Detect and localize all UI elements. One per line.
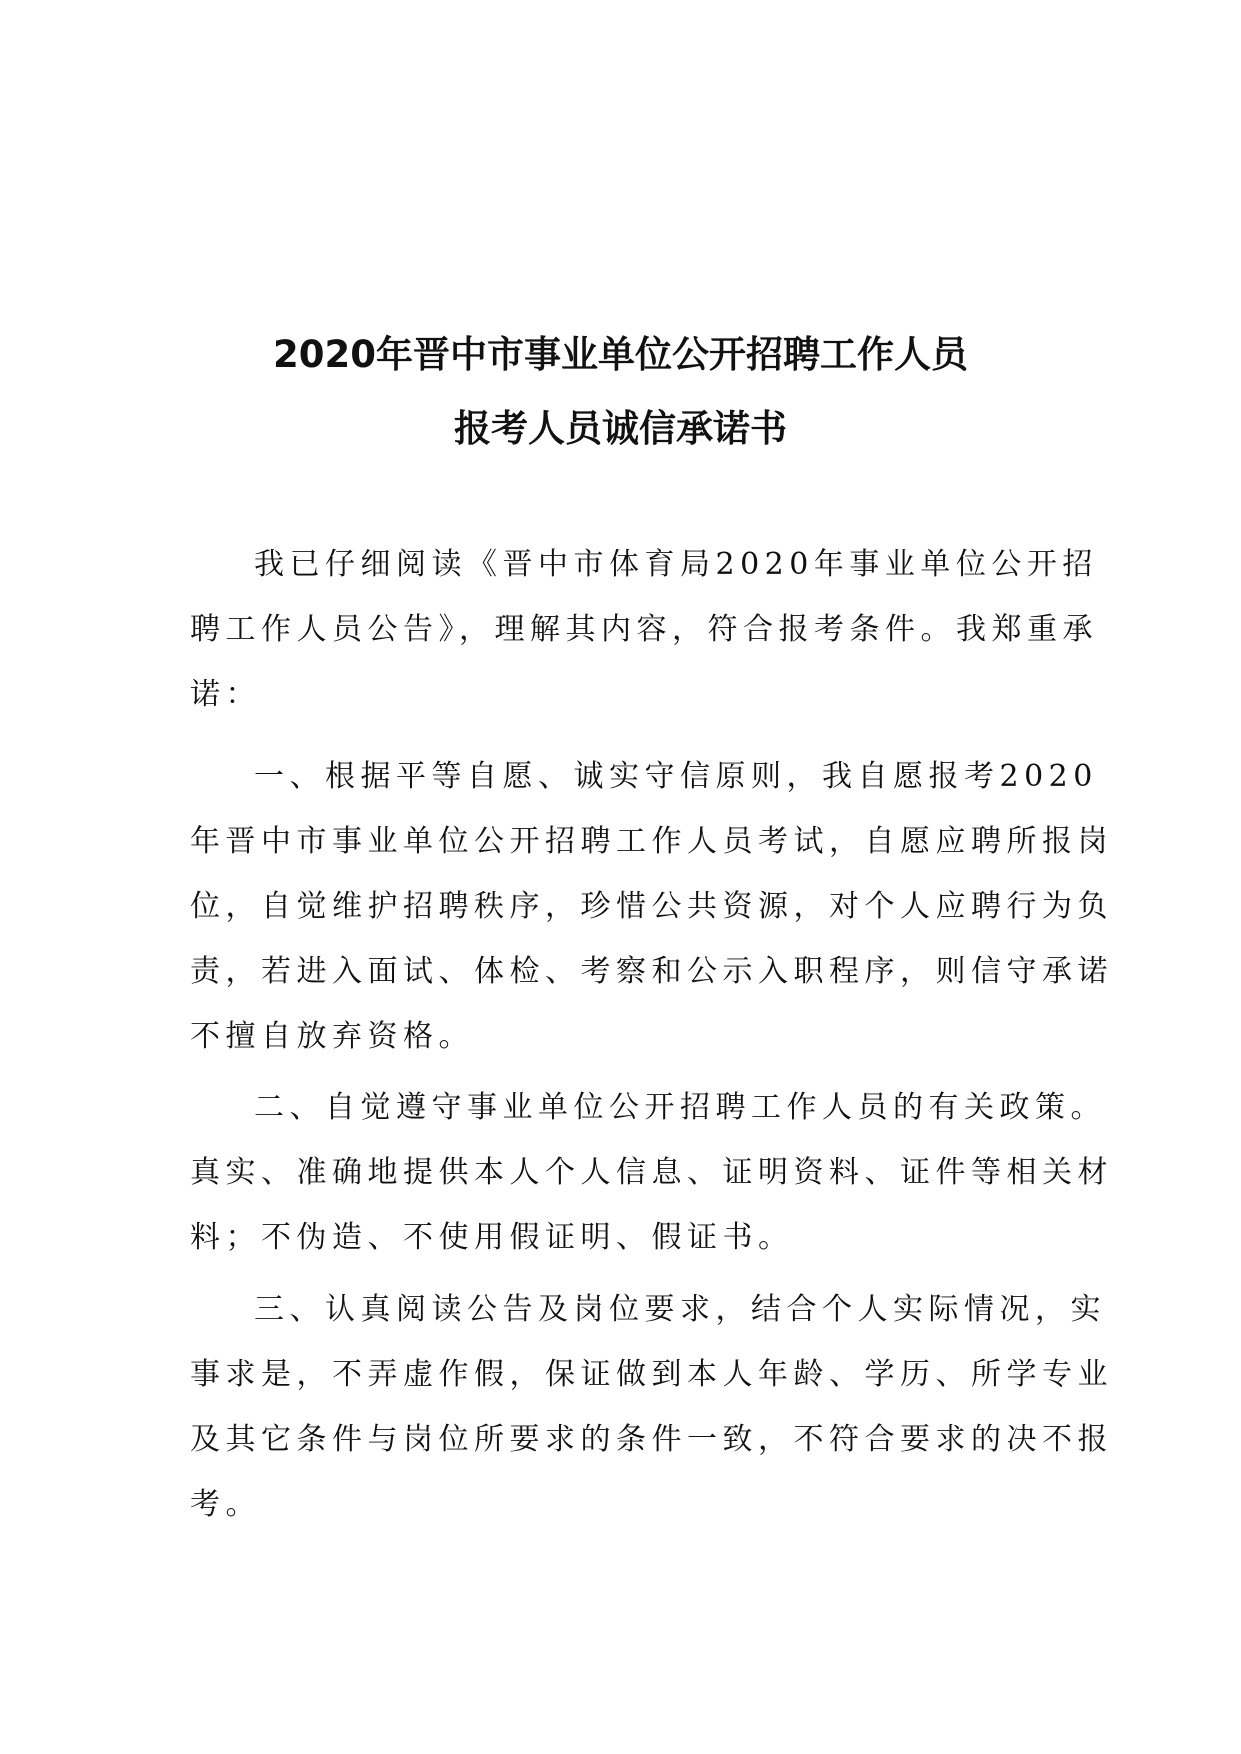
document-title-line-2: 报考人员诚信承诺书 (454, 407, 787, 450)
paragraph-line: 及其它条件与岗位所要求的条件一致，不符合要求的决不报 (190, 1422, 1113, 1457)
paragraph-item-1 (190, 744, 1113, 1069)
paragraph-line: 真实、准确地提供本人个人信息、证明资料、证件等相关材 (190, 1155, 1113, 1190)
document-title-line-1: 2020年晋中市事业单位公开招聘工作人员 (273, 333, 968, 376)
paragraph-line: 料；不伪造、不使用假证明、假证书。 (190, 1220, 794, 1255)
paragraph-line: 事求是，不弄虚作假，保证做到本人年龄、学历、所学专业 (190, 1357, 1113, 1392)
paragraph-line: 不擅自放弃资格。 (190, 1019, 474, 1054)
paragraph-intro (190, 532, 1098, 727)
paragraph-line: 年晋中市事业单位公开招聘工作人员考试，自愿应聘所报岗 (190, 824, 1113, 859)
paragraph-line: 位，自觉维护招聘秩序，珍惜公共资源，对个人应聘行为负 (190, 889, 1113, 924)
paragraph-item-2 (190, 1075, 1113, 1270)
paragraph-line: 三、认真阅读公告及岗位要求，结合个人实际情况，实 (254, 1292, 1106, 1327)
paragraph-line: 二、自觉遵守事业单位公开招聘工作人员的有关政策。 (254, 1090, 1106, 1125)
paragraph-line: 考。 (190, 1487, 261, 1522)
paragraph-line: 一、根据平等自愿、诚实守信原则，我自愿报考2020 (254, 759, 1098, 794)
paragraph-line: 聘工作人员公告》，理解其内容，符合报考条件。我郑重承 (190, 612, 1098, 647)
paragraph-line: 我已仔细阅读《晋中市体育局2020年事业单位公开招 (254, 547, 1098, 582)
paragraph-item-3 (190, 1277, 1113, 1537)
paragraph-line: 诺： (190, 677, 261, 712)
paragraph-line: 责，若进入面试、体检、考察和公示入职程序，则信守承诺 (190, 954, 1113, 989)
